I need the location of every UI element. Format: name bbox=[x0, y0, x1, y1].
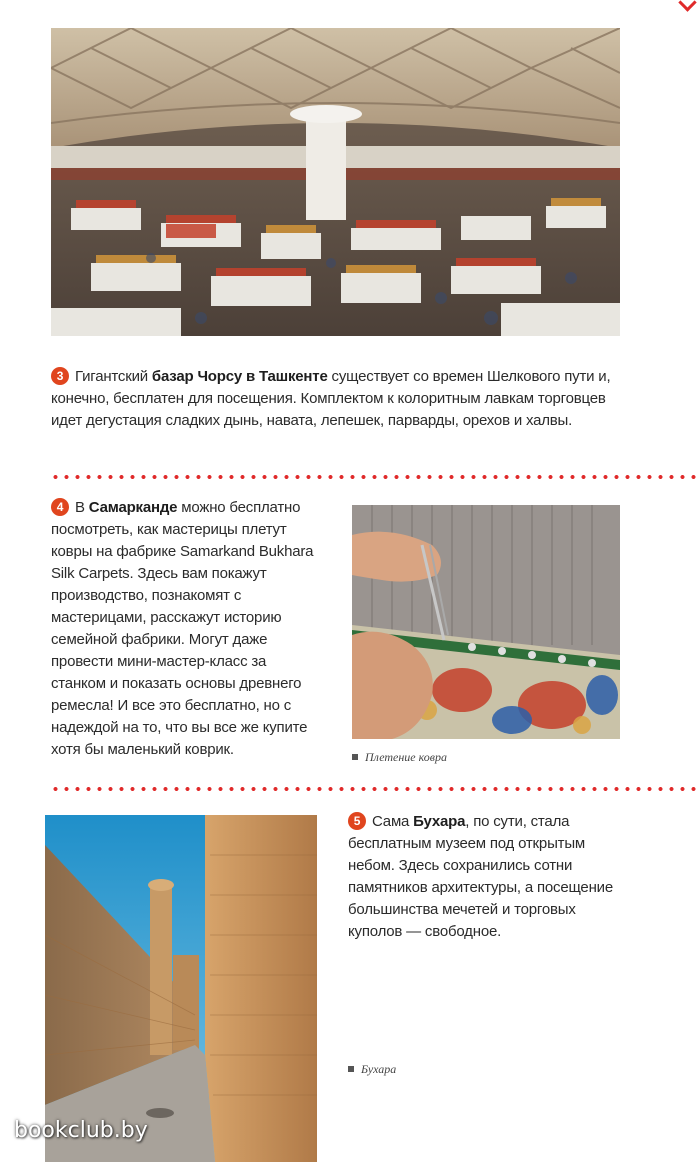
section-5-body: , по сути, стала бесплатным музеем под открытым небом. Здесь сохранились сотни памятников архитектуры, а посещение большинства мечетей и торговых куполов — свободное. bbox=[348, 813, 613, 940]
section-5-intro: Сама bbox=[372, 813, 414, 830]
bookclub-watermark: bookclub.by bbox=[14, 1118, 148, 1143]
section-5-number: 5 bbox=[348, 812, 366, 830]
bukhara-caption bbox=[348, 1062, 396, 1077]
section-5-highlight: Бухара bbox=[413, 813, 466, 830]
section-3-highlight: базар Чорсу в Ташкенте bbox=[151, 368, 328, 385]
section-4-number: 4 bbox=[51, 498, 69, 516]
bukhara-photo bbox=[45, 815, 317, 1162]
bazaar-photo bbox=[51, 28, 620, 336]
section-5-text bbox=[348, 811, 620, 943]
carpet-caption-text: Плетение ковра bbox=[365, 750, 448, 764]
section-3-text bbox=[51, 366, 621, 432]
page-corner-marker bbox=[678, 0, 696, 12]
section-4-text bbox=[51, 497, 321, 761]
section-3-body: существует со времен Шелкового пути и, конечно, бесплатен для посещения. Комплектом к колоритным лавкам торговцев идет дегустация сладких дынь, навата, лепешек, парварды, орехов и халвы. bbox=[51, 368, 611, 429]
bukhara-caption-text: Бухара bbox=[361, 1062, 397, 1076]
caption-bullet-icon bbox=[348, 1066, 354, 1072]
section-4-intro: В bbox=[75, 499, 89, 516]
carpet-weaving-photo bbox=[352, 505, 620, 739]
dotted-divider-2 bbox=[50, 787, 700, 791]
section-4-body: можно бесплатно посмотреть, как мастерицы плетут ковры на фабрике Samarkand Bukhara Silk Carpets. Здесь вам покажут производство, познакомят с мастерицами, расскажут историю семейной фабрики. Могут даже провести мини-мастер-класс за станком и показать основы древнего ремесла! И все это бесплатно, но с надеждой на то, что вы все же купите хотя бы маленький коврик. bbox=[51, 499, 314, 758]
caption-bullet-icon bbox=[352, 754, 358, 760]
section-3-number: 3 bbox=[51, 367, 69, 385]
carpet-caption bbox=[352, 750, 447, 765]
section-3-intro: Гигантский bbox=[75, 368, 152, 385]
dotted-divider-1 bbox=[50, 475, 700, 479]
section-4-highlight: Самарканде bbox=[88, 499, 178, 516]
